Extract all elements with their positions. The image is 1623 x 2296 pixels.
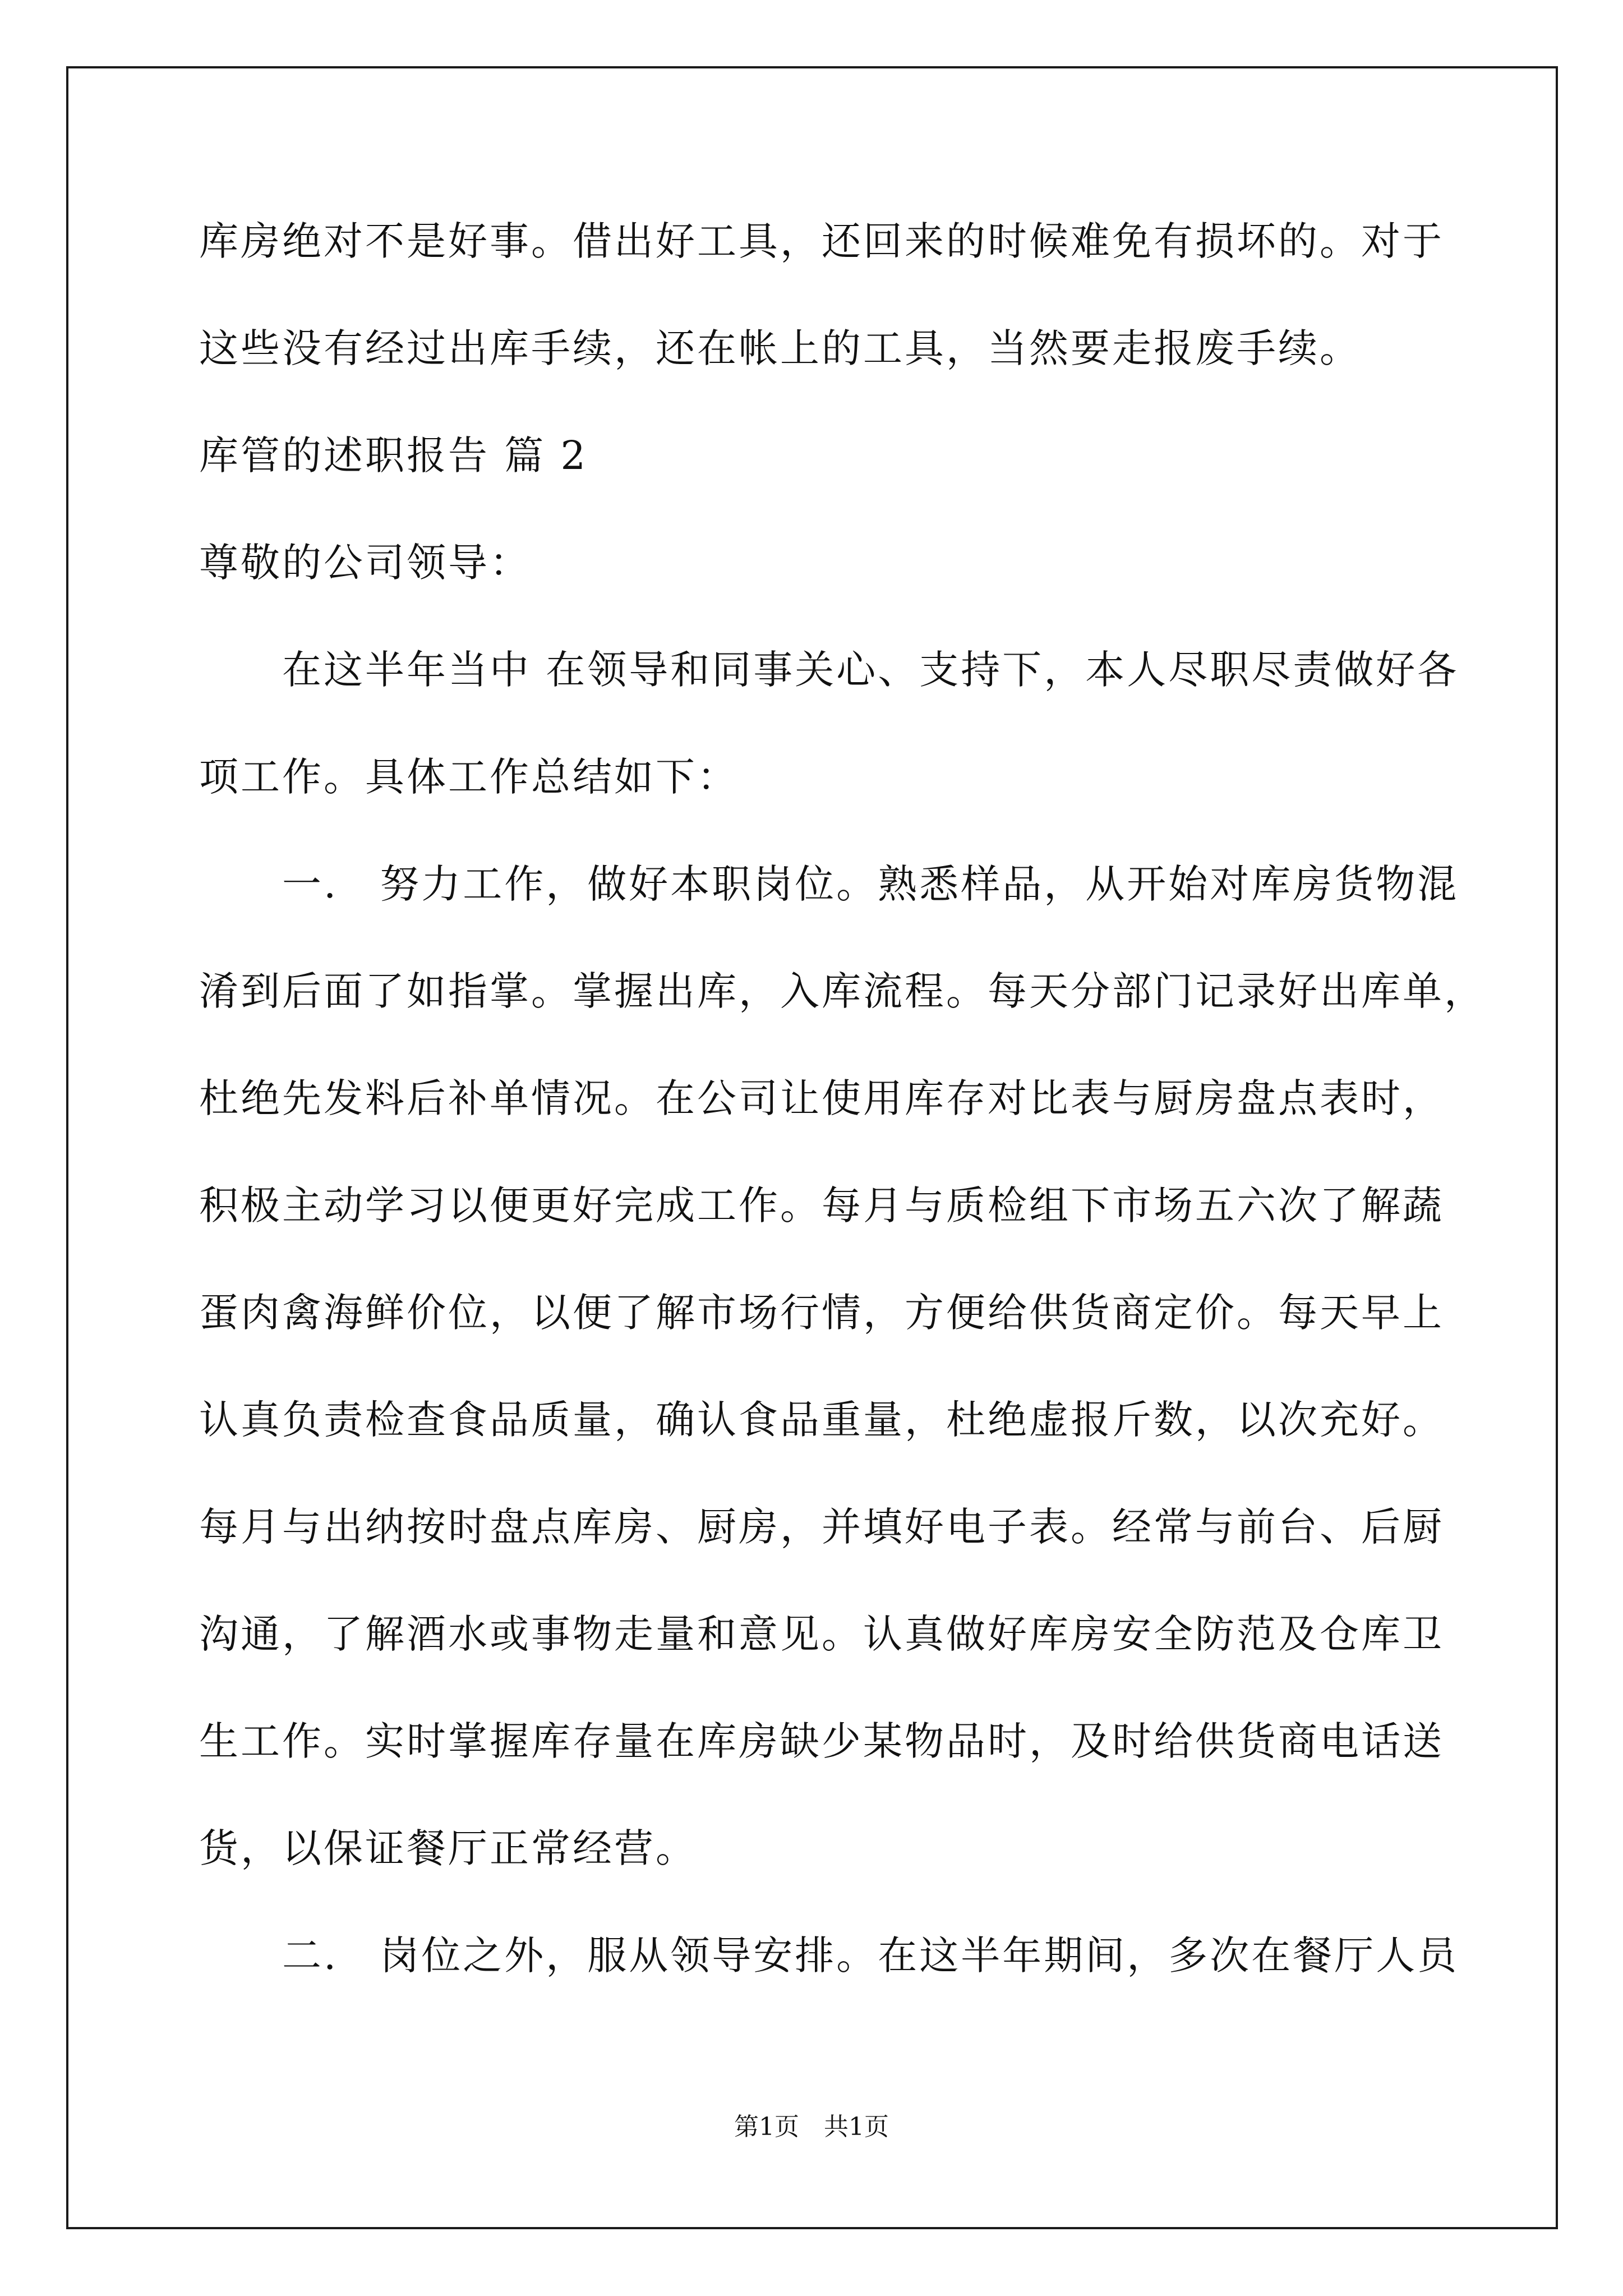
text-line: 杜绝先发料后补单情况。在公司让使用库存对比表与厨房盘点表时， [199,1075,1444,1121]
section-heading: 库管的述职报告 篇 2 [199,432,588,478]
page-border [66,66,1558,2229]
text-line: 积极主动学习以便更好完成工作。每月与质检组下市场五六次了解蔬 [199,1182,1444,1228]
text-line: 沟通，了解酒水或事物走量和意见。认真做好库房安全防范及仓库卫 [199,1611,1444,1657]
text-line: 每月与出纳按时盘点库房、厨房，并填好电子表。经常与前台、后厨 [199,1504,1444,1550]
text-line: 项工作。具体工作总结如下： [199,754,739,800]
text-line: 在这半年当中 在领导和同事关心、支持下，本人尽职尽责做好各 [199,647,1459,693]
salutation: 尊敬的公司领导： [199,540,531,586]
text-line: 货，以保证餐厅正常经营。 [199,1825,697,1871]
text-line: 认真负责检查食品质量，确认食品重量，杜绝虚报斤数，以次充好。 [199,1397,1444,1443]
text-line: 一. 努力工作，做好本职岗位。熟悉样品，从开始对库房货物混 [199,861,1459,907]
text-line: 生工作。实时掌握库存量在库房缺少某物品时，及时给供货商电话送 [199,1718,1444,1764]
text-line: 淆到后面了如指掌。掌握出库，入库流程。每天分部门记录好出库单， [199,968,1486,1014]
text-line: 二. 岗位之外，服从领导安排。在这半年期间，多次在餐厅人员 [199,1932,1459,1978]
text-line: 蛋肉禽海鲜价位，以便了解市场行情，方便给供货商定价。每天早上 [199,1290,1444,1336]
text-line: 库房绝对不是好事。借出好工具，还回来的时候难免有损坏的。对于 [199,218,1444,264]
page-footer: 第1页 共1页 [734,2113,889,2141]
text-line: 这些没有经过出库手续，还在帐上的工具，当然要走报废手续。 [199,325,1361,371]
